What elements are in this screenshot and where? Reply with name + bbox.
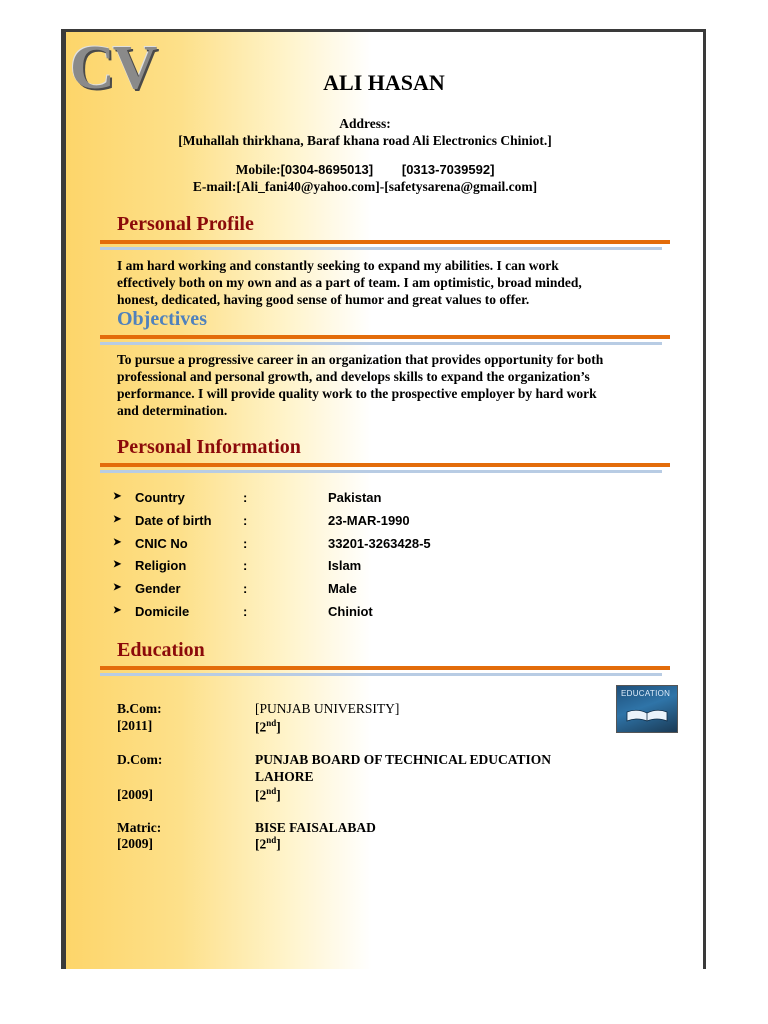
info-colon: : [243,558,248,573]
info-label: Country [135,490,185,505]
edu-bcom-division: [2nd] [255,718,281,735]
info-label: Domicile [135,604,190,619]
objectives-text: To pursue a progressive career in an organization that provides opportunity for both professional and personal growth, and develops skills to expand the organization’s performance. I will provide quality work to the prospective employer by hard work and determination. [117,352,604,418]
info-label: Gender [135,581,181,596]
address-label: Address: [339,116,391,131]
candidate-name: ALI HASAN [323,70,445,95]
info-colon: : [243,490,248,505]
info-value: 23-MAR-1990 [328,513,410,528]
info-colon: : [243,536,248,551]
section-divider [100,335,670,345]
bullet-arrow-icon: ➤ [113,491,122,502]
section-title-education: Education [117,639,205,661]
personal-profile-text: I am hard working and constantly seeking to expand my abilities. I can work effectively both on my own and as a part of team. I am optimistic, broad minded, honest, dedicated, having good sense of humor and great values to offer. [117,258,582,307]
email-text: [Ali_fani40@yahoo.com]-[safetysarena@gmail.com] [236,179,538,194]
info-colon: : [243,604,248,619]
address-text: [Muhallah thirkhana, Baraf khana road Ali Electronics Chiniot.] [178,133,552,148]
edu-dcom-institution-line1: PUNJAB BOARD OF TECHNICAL EDUCATION [255,752,552,767]
section-divider [100,463,670,473]
info-label: Date of birth [135,513,212,528]
info-value: Islam [328,558,362,573]
info-value: Pakistan [328,490,382,505]
edu-bcom-institution: [PUNJAB UNIVERSITY] [255,701,400,716]
edu-dcom-degree: D.Com: [117,752,163,767]
info-label: CNIC No [135,536,188,551]
edu-matric-year: [2009] [117,836,153,851]
section-title-objectives: Objectives [117,308,207,330]
cv-logo: CV [70,34,156,102]
mobile-label: Mobile: [235,162,281,177]
edu-dcom-division: [2nd] [255,786,281,803]
info-label: Religion [135,558,187,573]
open-book-icon [625,708,669,722]
bullet-arrow-icon: ➤ [113,514,122,525]
mobile-number-2: [0313-7039592] [401,162,495,177]
education-image-caption: EDUCATION [621,689,671,698]
info-value: 33201-3263428-5 [328,536,431,551]
bullet-arrow-icon: ➤ [113,582,122,593]
mobile-line [100,162,630,178]
info-colon: : [243,581,248,596]
info-value: Male [328,581,357,596]
edu-matric-degree: Matric: [117,820,162,835]
section-divider [100,666,670,676]
bullet-arrow-icon: ➤ [113,537,122,548]
info-value: Chiniot [328,604,373,619]
edu-matric-institution: BISE FAISALABAD [255,820,376,835]
email-label: E-mail: [192,179,237,194]
edu-dcom-institution-line2: LAHORE [255,769,314,784]
edu-bcom-degree: B.Com: [117,701,162,716]
mobile-number-1: [0304-8695013] [280,162,374,177]
edu-dcom-year: [2009] [117,787,153,802]
email-line [100,179,630,195]
edu-matric-division: [2nd] [255,835,281,852]
section-title-personal-information: Personal Information [117,436,301,458]
edu-bcom-year: [2011] [117,718,153,733]
section-divider [100,240,670,250]
info-colon: : [243,513,248,528]
bullet-arrow-icon: ➤ [113,605,122,616]
section-title-personal-profile: Personal Profile [117,213,254,235]
education-book-image [616,685,678,733]
bullet-arrow-icon: ➤ [113,559,122,570]
